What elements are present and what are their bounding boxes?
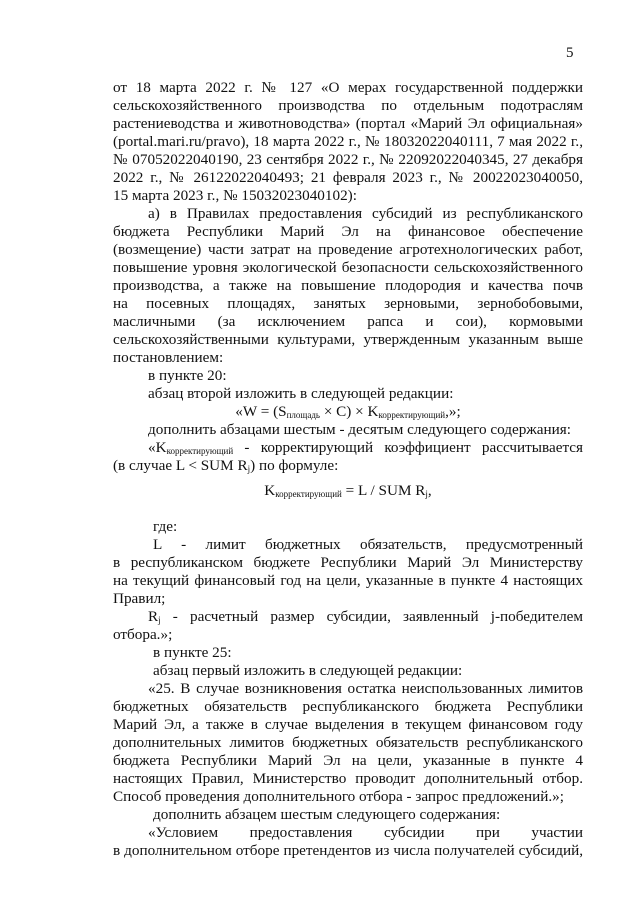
text-line: сельскохозяйственного производства по отдельным подотраслям	[113, 97, 583, 114]
text-line: в республиканском бюджете Республики Марий Эл Министерству	[113, 554, 583, 571]
text-line: Марий Эл, а также в случае выделения в текущем финансовом году	[113, 716, 583, 733]
text-line: настоящих Правил, Министерство проводит дополнительный отбор.	[113, 770, 583, 787]
text-line: от 18 марта 2022 г. № 127 «О мерах государственной поддержки	[113, 79, 583, 96]
text-line: абзац первый изложить в следующей редакции:	[153, 662, 463, 679]
text-line: на посевных площадях, занятых зерновыми, зернобобовыми,	[113, 295, 583, 312]
text-line: на текущий финансовый год на цели, указанные в пункте 4 настоящих	[113, 572, 583, 589]
text-line: «Условием предоставления субсидии при участии	[148, 824, 583, 841]
text-line: «25. В случае возникновения остатка неиспользованных лимитов	[148, 680, 583, 697]
text-line: постановлением:	[113, 349, 224, 366]
text-line: «$K_{корректирующий}$ - корректирующий коэффициент рассчитывается	[148, 439, 583, 456]
text-line: сельскохозяйственными культурами, утвержденным указанным выше	[113, 331, 583, 348]
formula-w: «$W = (S_{площадь} \times C) \times K_{корректирующий}$,»;	[235, 403, 461, 420]
text-line: 15 марта 2023 г., № 15032023040102):	[113, 187, 357, 204]
text-line: в пункте 20:	[148, 367, 227, 384]
text-line: а) в Правилах предоставления субсидий из республиканского	[148, 205, 583, 222]
text-line: Способ проведения дополнительного отбора - запрос предложений.»;	[113, 788, 564, 805]
text-line: (portal.mari.ru/pravo), 18 марта 2022 г., № 18032022040111, 7 мая 2022 г.,	[113, 133, 583, 150]
text-line: дополнить абзацем шестым следующего содержания:	[153, 806, 501, 823]
formula-k: $K_{корректирующий} = L$ / SUM $R_j$,	[264, 482, 432, 499]
text-line: в дополнительном отборе претендентов из числа получателей субсидий,	[113, 842, 583, 859]
text-line: масличными (за исключением рапса и сои), кормовыми	[113, 313, 583, 330]
text-line: бюджета Республики Марий Эл на цели, указанные в пункте 4	[113, 752, 583, 769]
page-number: 5	[566, 45, 574, 61]
text-line: отбора.»;	[113, 626, 173, 643]
text-line: 2022 г., № 26122022040493; 21 февраля 2023 г., № 20022023040050,	[113, 169, 583, 186]
text-line: бюджетных обязательств республиканского бюджета Республики	[113, 698, 583, 715]
text-line: L - лимит бюджетных обязательств, предусмотренный	[153, 536, 583, 553]
text-line: $R_j$ - расчетный размер субсидии, заявленный j-победителем	[148, 608, 583, 625]
text-line: Правил;	[113, 590, 166, 607]
text-line: повышение уровня экологической безопасности сельскохозяйственного	[113, 259, 583, 276]
text-line: где:	[153, 518, 178, 535]
text-line: № 07052022040190, 23 сентября 2022 г., № 22092022040345, 27 декабря	[113, 151, 583, 168]
text-line: абзац второй изложить в следующей редакции:	[148, 385, 454, 402]
text-line: растениеводства и животноводства» (портал «Марий Эл официальная»	[113, 115, 583, 132]
text-line: дополнительных лимитов бюджетных обязательств республиканского	[113, 734, 583, 751]
text-line: в пункте 25:	[153, 644, 232, 661]
text-line: бюджета Республики Марий Эл на финансовое обеспечение	[113, 223, 583, 240]
text-line: (возмещение) части затрат на проведение агротехнологических работ,	[113, 241, 583, 258]
text-line: дополнить абзацами шестым - десятым следующего содержания:	[148, 421, 571, 438]
text-line: (в случае L < SUM $R_j$) по формуле:	[113, 457, 339, 474]
text-line: производства, а также на повышение плодородия и качества почв	[113, 277, 583, 294]
